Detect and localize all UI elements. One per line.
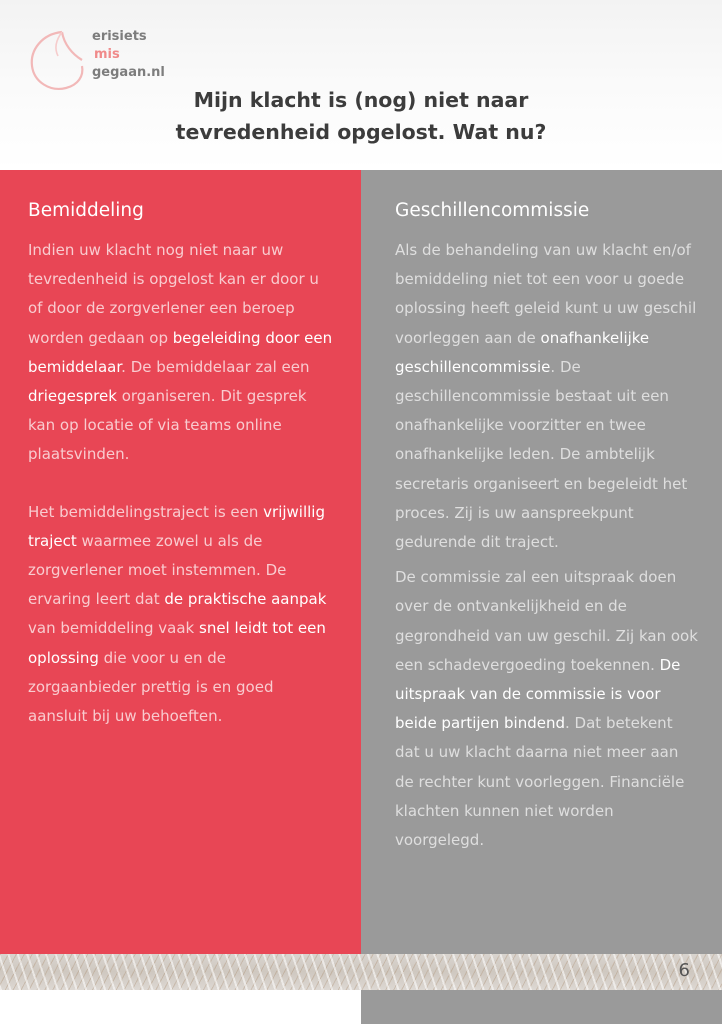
highlight-text: de praktische aanpak [164, 590, 327, 609]
text-span: . Dat betekent dat u uw klacht daarna niet meer aan de rechter kunt voorleggen. Financiële klachten kunnen niet worden voorgelegd. [395, 714, 685, 850]
text-span: Indien uw klacht nog niet naar uw tevredenheid is opgelost kan er door u of door de zorgverlener een beroep worden gedaan op [28, 241, 319, 347]
page-title [0, 84, 722, 148]
logo-text-line2: mis [94, 47, 120, 62]
page-header [0, 0, 722, 170]
geschillencommissie-heading: Geschillencommissie [395, 200, 590, 221]
page-title-line1: Mijn klacht is (nog) niet naar [193, 88, 529, 112]
bemiddeling-paragraph-1 [28, 236, 337, 470]
highlight-text: driegesprek [28, 387, 117, 406]
highlight-text: onafhankelijke geschillencommissie [395, 328, 650, 376]
highlight-text: snel leidt tot een oplossing [28, 619, 326, 667]
text-span: De commissie zal een uitspraak doen over de ontvankelijkheid en de gegrondheid van uw geschil. Zij kan ook een schadevergoeding toekennen. [395, 568, 698, 674]
highlight-text: vrijwillig traject [28, 502, 325, 550]
bottom-margin-left [0, 990, 361, 1024]
text-span: die voor u en de zorgaanbieder prettig is en goed aansluit bij uw behoeften. [28, 648, 274, 726]
bemiddeling-heading: Bemiddeling [28, 200, 144, 221]
geschillencommissie-panel [361, 170, 722, 954]
logo-text-line3: gegaan.nl [92, 65, 165, 80]
text-span: organiseren. Dit gesprek kan op locatie of via teams online plaatsvinden. [28, 387, 307, 464]
text-span: van bemiddeling vaak [28, 619, 199, 638]
bottom-margin-right [361, 990, 722, 1024]
text-span: Als de behandeling van uw klacht en/of bemiddeling niet tot een voor u goede oplossing heeft geleid kunt u uw geschil voorleggen aan de [395, 241, 697, 347]
bemiddeling-paragraph-2 [28, 498, 337, 732]
geschillencommissie-paragraph-1 [395, 236, 700, 557]
text-span: waarmee zowel u als de zorgverlener moet instemmen. De ervaring leert dat [28, 531, 287, 609]
footer-band [0, 954, 722, 990]
bemiddeling-panel [0, 170, 361, 954]
text-span: . De geschillencommissie bestaat uit een onafhankelijke voorzitter en twee onafhankelijke leden. De ambtelijk secretaris organiseert en begeleidt het proces. Zij is uw aanspreekpunt gedurende dit traject. [395, 357, 688, 552]
highlight-text: begeleiding door een bemiddelaar [28, 328, 333, 376]
page-title-line2: tevredenheid opgelost. Wat nu? [175, 120, 547, 144]
logo-text-line1: erisiets [92, 29, 147, 44]
highlight-text: De uitspraak van de commissie is voor beide partijen bindend [395, 655, 681, 733]
text-span: . De bemiddelaar zal een [121, 357, 310, 376]
page-number: 6 [678, 960, 690, 981]
geschillencommissie-paragraph-2 [395, 563, 700, 855]
text-span: Het bemiddelingstraject is een [28, 502, 264, 521]
